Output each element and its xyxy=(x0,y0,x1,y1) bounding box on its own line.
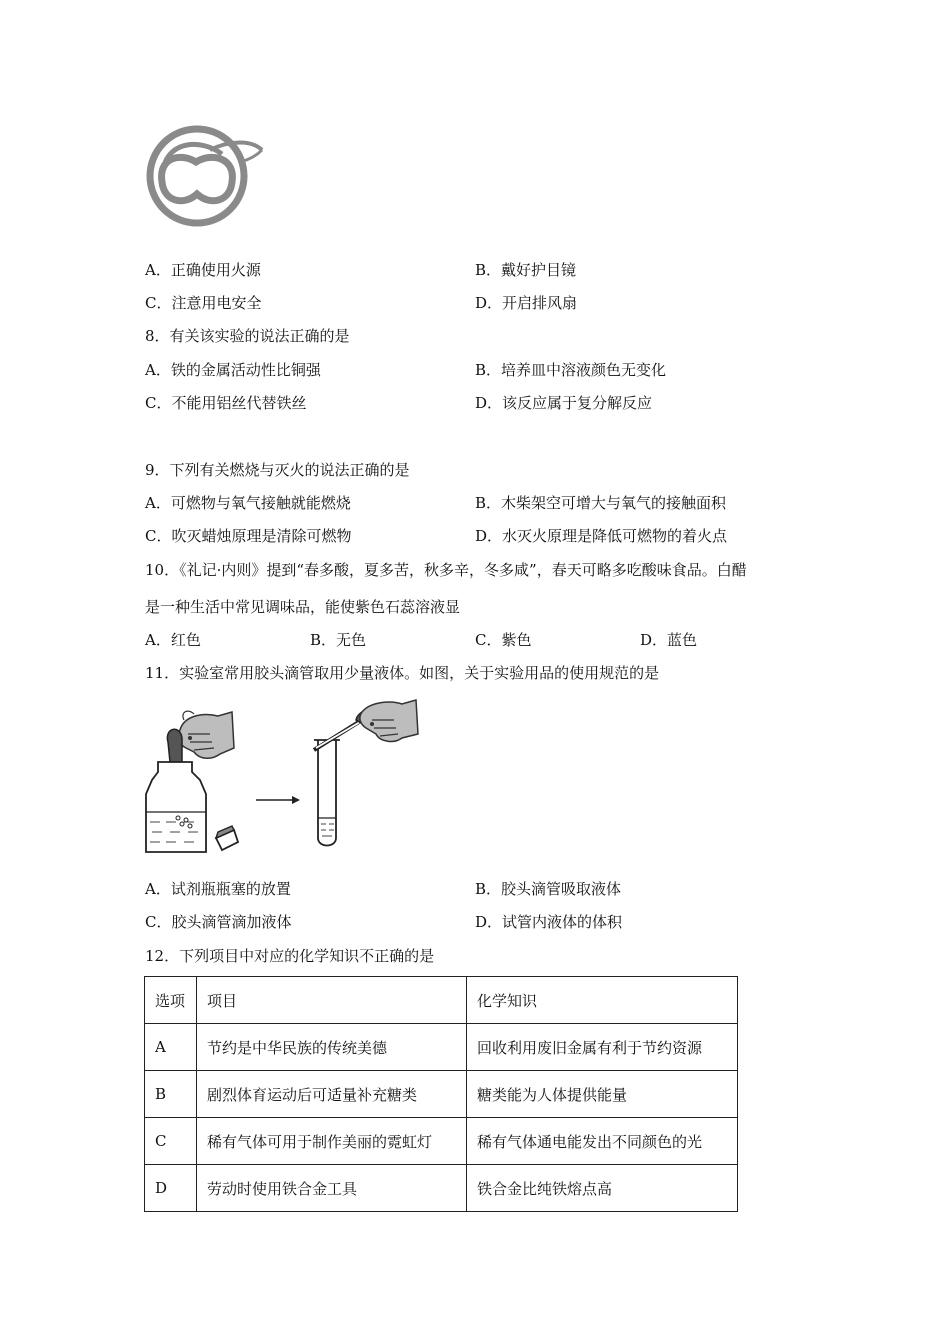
table-cell: A xyxy=(145,1024,197,1071)
dropper-experiment-diagram xyxy=(140,690,430,865)
q11-option-d: D．试管内液体的体积 xyxy=(475,913,623,931)
table-cell: 糖类能为人体提供能量 xyxy=(467,1071,738,1118)
q11-option-b: B．胶头滴管吸取液体 xyxy=(475,880,622,898)
reagent-bottle-icon xyxy=(146,762,206,852)
table-cell: B xyxy=(145,1071,197,1118)
q7-option-d: D．开启排风扇 xyxy=(475,294,578,312)
table-header-cell: 项目 xyxy=(197,977,467,1024)
table-row xyxy=(145,1024,738,1071)
table-header-row xyxy=(145,977,738,1024)
q9-option-d: D．水灭火原理是降低可燃物的着火点 xyxy=(475,527,728,545)
table-cell: 节约是中华民族的传统美德 xyxy=(197,1024,467,1071)
q12-stem: 12．下列项目中对应的化学知识不正确的是 xyxy=(145,947,435,965)
table-cell: 剧烈体育运动后可适量补充糖类 xyxy=(197,1071,467,1118)
q10-option-c: C．紫色 xyxy=(475,631,532,649)
goggles-icon xyxy=(140,124,270,229)
table-cell: 稀有气体通电能发出不同颜色的光 xyxy=(467,1118,738,1165)
table-cell: C xyxy=(145,1118,197,1165)
q8-option-d: D．该反应属于复分解反应 xyxy=(475,394,653,412)
table-cell: D xyxy=(145,1165,197,1212)
q12-table xyxy=(144,976,738,1212)
q10-option-b: B．无色 xyxy=(310,631,367,649)
table-header-cell: 选项 xyxy=(145,977,197,1024)
q7-option-a: A．正确使用火源 xyxy=(145,261,261,279)
q9-option-a: A．可燃物与氧气接触就能燃烧 xyxy=(145,494,351,512)
q11-option-a: A．试剂瓶瓶塞的放置 xyxy=(145,880,291,898)
table-cell: 回收利用废旧金属有利于节约资源 xyxy=(467,1024,738,1071)
left-hand-icon xyxy=(178,711,234,758)
test-tube-icon xyxy=(314,740,340,846)
q7-option-c: C．注意用电安全 xyxy=(145,294,262,312)
q10-option-d: D．蓝色 xyxy=(640,631,698,649)
q7-option-b: B．戴好护目镜 xyxy=(475,261,577,279)
q8-stem: 8．有关该实验的说法正确的是 xyxy=(145,327,350,345)
q10-option-a: A．红色 xyxy=(145,631,201,649)
table-row xyxy=(145,1118,738,1165)
arrow-right-icon xyxy=(256,796,300,804)
table-cell: 稀有气体可用于制作美丽的霓虹灯 xyxy=(197,1118,467,1165)
q8-option-a: A．铁的金属活动性比铜强 xyxy=(145,361,321,379)
q8-option-c: C．不能用铝丝代替铁丝 xyxy=(145,394,307,412)
bottle-stopper-icon xyxy=(216,826,238,850)
q9-option-c: C．吹灭蜡烛原理是清除可燃物 xyxy=(145,527,352,545)
q9-option-b: B．木柴架空可增大与氧气的接触面积 xyxy=(475,494,727,512)
table-cell: 铁合金比纯铁熔点高 xyxy=(467,1165,738,1212)
q10-stem-line2: 是一种生活中常见调味品，能使紫色石蕊溶液显 xyxy=(145,598,461,616)
table-header-cell: 化学知识 xyxy=(467,977,738,1024)
q9-stem: 9．下列有关燃烧与灭火的说法正确的是 xyxy=(145,461,410,479)
q8-option-b: B．培养皿中溶液颜色无变化 xyxy=(475,361,667,379)
q11-option-c: C．胶头滴管滴加液体 xyxy=(145,913,292,931)
table-row xyxy=(145,1071,738,1118)
q10-stem-line1: 10．《礼记·内则》提到“春多酸，夏多苦，秋多辛，冬多咸”，春天可略多吃酸味食品。白醋 xyxy=(145,561,747,579)
right-hand-icon xyxy=(360,700,418,741)
q11-stem: 11．实验室常用胶头滴管取用少量液体。如图，关于实验用品的使用规范的是 xyxy=(145,664,660,682)
table-cell: 劳动时使用铁合金工具 xyxy=(197,1165,467,1212)
table-row xyxy=(145,1165,738,1212)
